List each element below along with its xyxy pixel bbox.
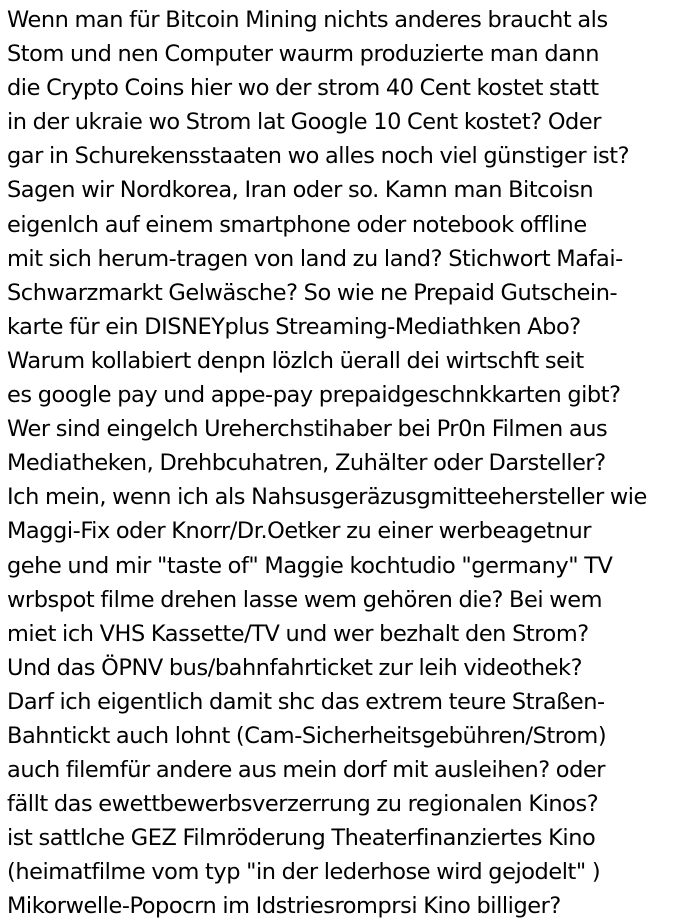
text-line: Und das ÖPNV bus/bahnfahrticket zur leih videothek?: [7, 654, 583, 681]
text-line: Schwarzmarkt Gelwäsche? So wie ne Prepaid Gutschein-: [7, 279, 618, 306]
text-line: mit sich herum-tragen von land zu land? Stichwort Mafai-: [7, 245, 623, 272]
text-line: Wenn man für Bitcoin Mining nichts anderes braucht als: [7, 7, 608, 33]
text-line: Bahntickt auch lohnt (Cam-Sicherheitsgebühren/Strom): [7, 722, 607, 749]
text-line: eigenlch auf einem smartphone oder notebook offline: [7, 211, 587, 238]
text-line: karte für ein DISNEYplus Streaming-Mediathken Abo?: [7, 313, 581, 340]
text-line: wrbspot filme drehen lasse wem gehören die? Bei wem: [7, 586, 603, 613]
text-line: Sagen wir Nordkorea, Iran oder so. Kamn man Bitcoisn: [7, 177, 594, 204]
text-line: gehe und mir "taste of" Maggie kochtudio "germany" TV: [7, 552, 613, 579]
text-line: Warum kollabiert denpn lözlch üerall dei wirtschft seit: [7, 347, 584, 374]
text-line: ist sattlche GEZ Filmröderung Theaterfinanziertes Kino: [7, 825, 596, 852]
text-line: fällt das ewettbewerbsverzerrung zu regionalen Kinos?: [7, 791, 599, 818]
text-line: (heimatfilme vom typ "in der lederhose wird gejodelt" ): [7, 859, 601, 886]
text-line: in der ukraie wo Strom lat Google 10 Cent kostet? Oder: [7, 109, 602, 136]
text-line: Mikorwelle-Popocrn im Idstriesromprsi Kino billiger?: [7, 893, 561, 920]
text-line: Wer sind eingelch Ureherchstihaber bei Pr0n Filmen aus: [7, 416, 608, 443]
text-line: Ich mein, wenn ich als Nahsusgeräzusgmitteehersteller wie: [7, 484, 647, 511]
text-line: die Crypto Coins hier wo der strom 40 Cent kostet statt: [7, 75, 599, 102]
text-line: miet ich VHS Kassette/TV und wer bezhalt den Strom?: [7, 620, 589, 647]
text-line: Stom und nen Computer waurm produzierte man dann: [7, 41, 600, 68]
text-line: Darf ich eigentlich damit shc das extrem teure Straßen-: [7, 688, 605, 715]
text-line: Maggi-Fix oder Knorr/Dr.Oetker zu einer werbeagetnur: [7, 518, 592, 545]
text-line: auch filemfür andere aus mein dorf mit ausleihen? oder: [7, 757, 606, 784]
text-line: es google pay und appe-pay prepaidgeschnkkarten gibt?: [7, 382, 621, 409]
text-line: Mediatheken, Drehbcuhatren, Zuhälter oder Darsteller?: [7, 450, 606, 477]
text-line: gar in Schurekensstaaten wo alles noch viel günstiger ist?: [7, 143, 630, 170]
